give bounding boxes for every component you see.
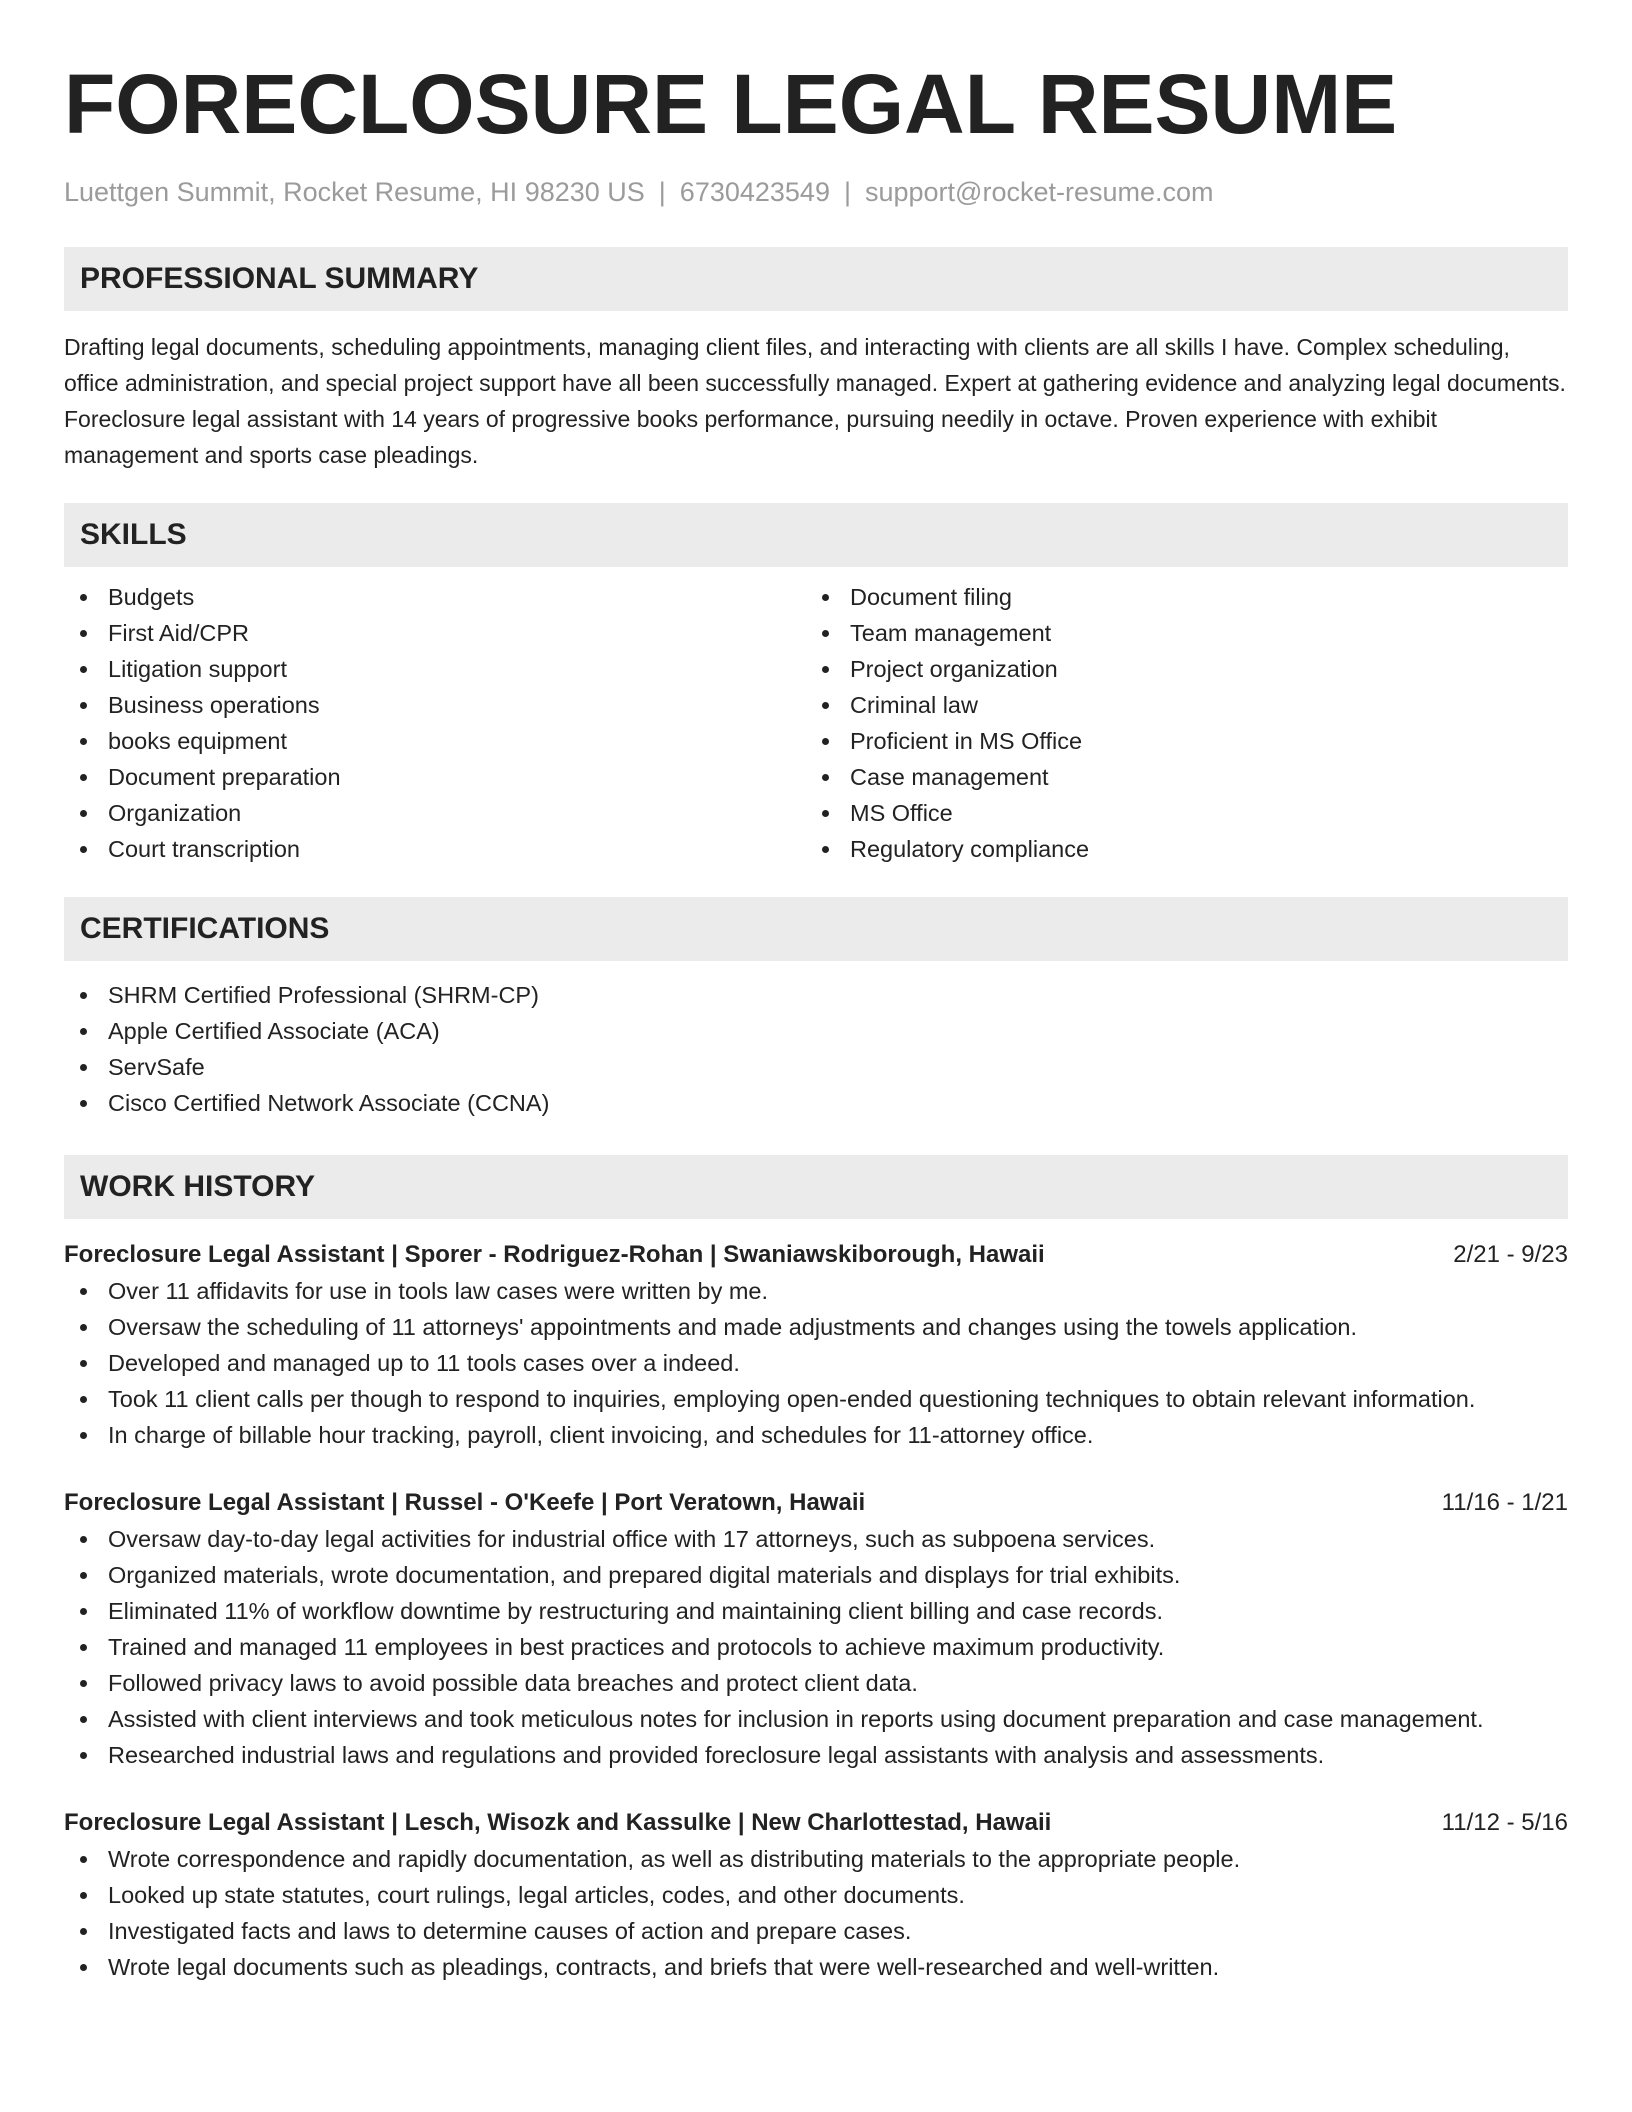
skill-item: Litigation support bbox=[64, 651, 806, 687]
job-header bbox=[64, 1485, 1568, 1521]
job-bullet: Eliminated 11% of workflow downtime by restructuring and maintaining client billing and case records. bbox=[64, 1593, 1568, 1629]
job-bullets bbox=[64, 1521, 1568, 1773]
job-dates: 11/12 - 5/16 bbox=[1441, 1809, 1568, 1836]
section-heading-certifications: CERTIFICATIONS bbox=[64, 897, 1568, 961]
certification-item: Apple Certified Associate (ACA) bbox=[64, 1013, 1568, 1049]
skills-column-left bbox=[64, 579, 806, 867]
job-bullet: Assisted with client interviews and took meticulous notes for inclusion in reports using document preparation and case management. bbox=[64, 1701, 1568, 1737]
certification-item: ServSafe bbox=[64, 1049, 1568, 1085]
skill-item: MS Office bbox=[806, 795, 1548, 831]
skill-item: Organization bbox=[64, 795, 806, 831]
job-bullet: Followed privacy laws to avoid possible data breaches and protect client data. bbox=[64, 1665, 1568, 1701]
certification-item: Cisco Certified Network Associate (CCNA) bbox=[64, 1085, 1568, 1121]
skill-item: Business operations bbox=[64, 687, 806, 723]
section-heading-summary: PROFESSIONAL SUMMARY bbox=[64, 247, 1568, 311]
job-bullet: Organized materials, wrote documentation, and prepared digital materials and displays for trial exhibits. bbox=[64, 1557, 1568, 1593]
job-bullet: Developed and managed up to 11 tools cases over a indeed. bbox=[64, 1345, 1568, 1381]
skills-grid bbox=[64, 579, 1568, 867]
section-heading-skills: SKILLS bbox=[64, 503, 1568, 567]
job-bullet: In charge of billable hour tracking, payroll, client invoicing, and schedules for 11-attorney office. bbox=[64, 1417, 1568, 1453]
job-bullets bbox=[64, 1273, 1568, 1453]
job-bullet: Researched industrial laws and regulations and provided foreclosure legal assistants with analysis and assessments. bbox=[64, 1737, 1568, 1773]
skill-item: Regulatory compliance bbox=[806, 831, 1548, 867]
job-title: Foreclosure Legal Assistant | Russel - O'Keefe | Port Veratown, Hawaii bbox=[64, 1489, 866, 1516]
skill-item: First Aid/CPR bbox=[64, 615, 806, 651]
skill-item: Case management bbox=[806, 759, 1548, 795]
skill-item: Project organization bbox=[806, 651, 1548, 687]
skill-item: Team management bbox=[806, 615, 1548, 651]
skill-item: Document filing bbox=[806, 579, 1548, 615]
resume-title: FORECLOSURE LEGAL RESUME bbox=[64, 57, 1398, 151]
skill-item: Court transcription bbox=[64, 831, 806, 867]
contact-line bbox=[64, 174, 1568, 210]
job-entry bbox=[64, 1485, 1568, 1773]
skill-item: Proficient in MS Office bbox=[806, 723, 1548, 759]
job-title: Foreclosure Legal Assistant | Lesch, Wisozk and Kassulke | New Charlottestad, Hawaii bbox=[64, 1809, 1052, 1836]
job-bullet: Took 11 client calls per though to respond to inquiries, employing open-ended questioning techniques to obtain relevant information. bbox=[64, 1381, 1568, 1417]
job-bullet: Looked up state statutes, court rulings, legal articles, codes, and other documents. bbox=[64, 1877, 1568, 1913]
job-entry bbox=[64, 1237, 1568, 1453]
summary-text: Drafting legal documents, scheduling appointments, managing client files, and interacting with clients are all skills I have. Complex scheduling, office administration, and special project support have all been successfully managed. Expert at gathering evidence and analyzing legal documents. Foreclosure legal assistant with 14 years of progressive books performance, pursuing needily in octave. Proven experience with exhibit management and sports case pleadings. bbox=[64, 334, 1566, 468]
contact-separator: | bbox=[843, 177, 851, 207]
skill-item: Criminal law bbox=[806, 687, 1548, 723]
contact-separator: | bbox=[658, 177, 666, 207]
job-bullet: Over 11 affidavits for use in tools law cases were written by me. bbox=[64, 1273, 1568, 1309]
job-bullets bbox=[64, 1841, 1568, 1985]
certification-item: SHRM Certified Professional (SHRM-CP) bbox=[64, 977, 1568, 1013]
job-bullet: Oversaw the scheduling of 11 attorneys' appointments and made adjustments and changes using the towels application. bbox=[64, 1309, 1568, 1345]
job-header bbox=[64, 1805, 1568, 1841]
job-bullet: Wrote correspondence and rapidly documentation, as well as distributing materials to the appropriate people. bbox=[64, 1841, 1568, 1877]
skill-item: Document preparation bbox=[64, 759, 806, 795]
job-bullet: Trained and managed 11 employees in best practices and protocols to achieve maximum productivity. bbox=[64, 1629, 1568, 1665]
section-heading-work-history: WORK HISTORY bbox=[64, 1155, 1568, 1219]
contact-email: support@rocket-resume.com bbox=[864, 177, 1214, 207]
job-bullet: Investigated facts and laws to determine causes of action and prepare cases. bbox=[64, 1913, 1568, 1949]
job-bullet: Oversaw day-to-day legal activities for industrial office with 17 attorneys, such as subpoena services. bbox=[64, 1521, 1568, 1557]
job-entry bbox=[64, 1805, 1568, 1985]
skill-item: Budgets bbox=[64, 579, 806, 615]
job-dates: 2/21 - 9/23 bbox=[1453, 1241, 1568, 1268]
contact-phone: 6730423549 bbox=[679, 177, 830, 207]
skills-column-right bbox=[806, 579, 1548, 867]
job-bullet: Wrote legal documents such as pleadings, contracts, and briefs that were well-researched and well-written. bbox=[64, 1949, 1568, 1985]
job-title: Foreclosure Legal Assistant | Sporer - Rodriguez-Rohan | Swaniawskiborough, Hawaii bbox=[64, 1241, 1045, 1268]
certifications-list bbox=[64, 977, 1568, 1121]
contact-address: Luettgen Summit, Rocket Resume, HI 98230 US bbox=[64, 177, 645, 207]
job-header bbox=[64, 1237, 1568, 1273]
skill-item: books equipment bbox=[64, 723, 806, 759]
job-dates: 11/16 - 1/21 bbox=[1441, 1489, 1568, 1516]
